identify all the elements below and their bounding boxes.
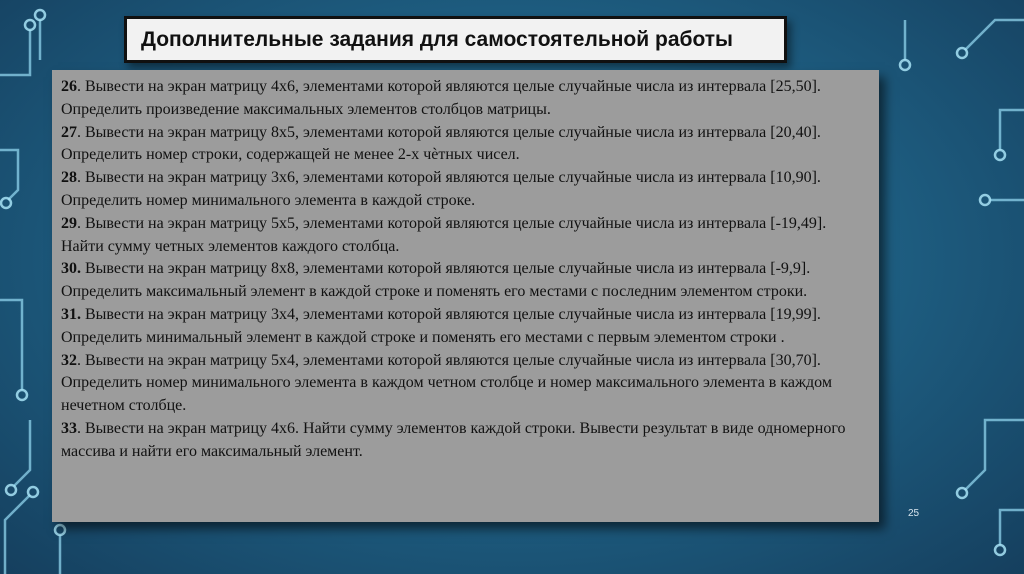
slide-title-box	[124, 16, 787, 63]
task-text: Вывести на экран матрицу 3х6, элементами которой являются целые случайные числа из интервала [10,90]. Определить номер минимального элемента в каждой строке.	[61, 169, 821, 209]
task-text: Вывести на экран матрицу 8х5, элементами которой являются целые случайные числа из интервала [20,40]. Определить номер строки, содержащей не менее 2-х чѐтных чисел.	[61, 123, 821, 164]
task-item: 28. Вывести на экран матрицу 3х6, элементами которой являются целые случайные числа из интервала [10,90]. Определить номер минимального элемента в каждой строке.	[61, 169, 821, 209]
task-item: 29. Вывести на экран матрицу 5х5, элементами которой являются целые случайные числа из интервала [-19,49]. Найти сумму четных элементов каждого столбца.	[61, 214, 827, 255]
task-text: Вывести на экран матрицу 5х5, элементами которой являются целые случайные числа из интервала [-19,49]. Найти сумму четных элементов каждого столбца.	[61, 214, 827, 255]
task-item: 27. Вывести на экран матрицу 8х5, элементами которой являются целые случайные числа из интервала [20,40]. Определить номер строки, содержащей не менее 2-х чѐтных чисел.	[61, 123, 821, 164]
task-number: 27	[61, 123, 77, 141]
task-number: 26	[61, 78, 77, 95]
task-item: 33. Вывести на экран матрицу 4х6. Найти сумму элементов каждой строки. Вывести результат в виде одномерного массива и найти его максимальный элемент.	[61, 419, 846, 460]
slide-title: Дополнительные задания для самостоятельной работы	[141, 27, 733, 51]
task-item	[61, 304, 870, 350]
task-item: 32. Вывести на экран матрицу 5х4, элементами которой являются целые случайные числа из интервала [30,70]. Определить номер минимального элемента в каждом четном столбце и номер максимального элемента в каждом нечетном столбце.	[61, 351, 832, 415]
task-number: 32	[61, 351, 77, 369]
task-text: Вывести на экран матрицу 3х4, элементами которой являются целые случайные числа из интервала [19,99]. Определить минимальный элемент в каждой строке и поменять его местами с первым элементом строки .	[61, 305, 821, 346]
task-number: 29	[61, 214, 77, 232]
task-text: Вывести на экран матрицу 8х8, элементами которой являются целые случайные числа из интервала [-9,9]. Определить максимальный элемент в каждой строке и поменять его местами с последним элементом строки.	[61, 260, 811, 301]
task-number: 33	[61, 419, 77, 437]
task-number: 28	[61, 169, 77, 187]
task-item	[61, 258, 870, 304]
task-text: Вывести на экран матрицу 4х6, элементами которой являются целые случайные числа из интервала [25,50]. Определить произведение максимальных элементов столбцов матрицы.	[61, 78, 821, 118]
task-text: Вывести на экран матрицу 4х6. Найти сумму элементов каждой строки. Вывести результат в виде одномерного массива и найти его максимальный элемент.	[61, 419, 846, 460]
task-number: 31.	[61, 305, 81, 323]
task-text: Вывести на экран матрицу 5х4, элементами которой являются целые случайные числа из интервала [30,70]. Определить номер минимального элемента в каждом четном столбце и номер максимального элемента в каждом нечетном столбце.	[61, 351, 832, 415]
task-item: 26. Вывести на экран матрицу 4х6, элементами которой являются целые случайные числа из интервала [25,50]. Определить произведение максимальных элементов столбцов матрицы.	[61, 78, 821, 118]
tasks-content-box	[52, 70, 879, 522]
task-number: 30.	[61, 260, 81, 278]
page-number: 25	[908, 508, 920, 519]
